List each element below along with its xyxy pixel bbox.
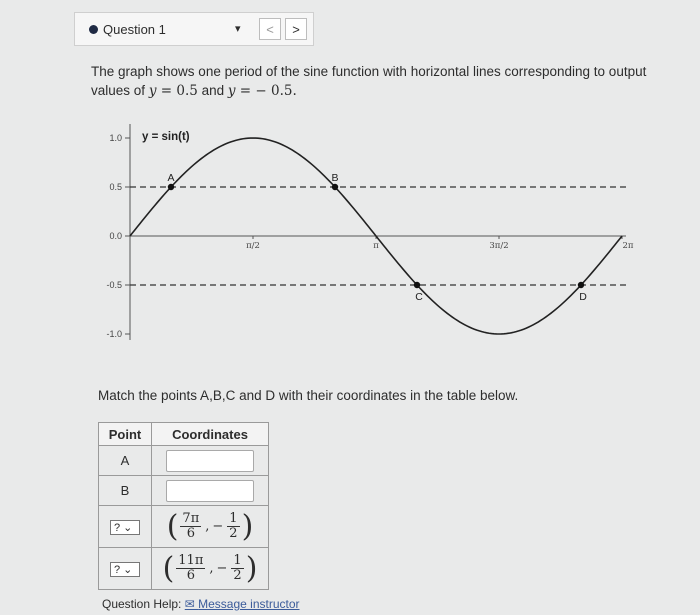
paren-close: ) [245,550,258,586]
point-marker [332,184,338,190]
x-tick-label: π [373,241,379,251]
fraction [176,554,205,583]
x-tick-label: 2π [622,241,634,251]
point-select[interactable]: ? ⌄ [110,562,140,577]
coordinate-value [152,550,268,586]
coordinate-answer-box[interactable] [166,450,254,472]
y-tick-label: -1.0 [106,329,122,339]
denominator: 2 [233,568,242,583]
point-label: D [579,291,587,303]
header-point: Point [99,423,152,446]
numerator: 1 [229,511,238,526]
prev-question-button[interactable]: < [259,18,281,40]
point-label: A [167,172,175,184]
comma: , [205,519,210,534]
minus-sign: − [216,561,228,576]
numerator: 1 [233,553,242,568]
table-row [99,506,269,548]
point-marker [578,282,584,288]
table-row [99,446,269,476]
x-tick-label: π/2 [246,241,260,251]
sine-graph [96,120,636,350]
numerator: 7π [182,511,200,526]
paren-close: ) [241,508,254,544]
chevron-down-icon[interactable]: ▾ [235,23,241,35]
numerator: 11π [178,553,204,568]
point-label: A [99,446,152,476]
math-var-y: y [227,83,236,99]
curve-label: y = sin(t) [142,131,190,143]
math-value: − 0.5. [255,83,297,99]
link-text: Message instructor [198,597,300,611]
coordinate-value [152,508,268,544]
coordinate-answer-box[interactable] [166,480,254,502]
fraction [180,512,201,541]
point-label: B [99,476,152,506]
paren-open: ( [166,508,179,544]
minus-sign: − [212,519,224,534]
point-marker [168,184,174,190]
table-row [99,476,269,506]
next-question-button[interactable]: > [285,18,307,40]
question-label[interactable]: Question 1 [103,22,166,37]
question-help [102,597,300,611]
y-tick-label: -0.5 [106,280,122,290]
comma: , [209,561,214,576]
math-value: 0.5 [176,83,198,99]
denominator: 6 [186,568,195,583]
fraction [227,512,239,541]
math-var-y: y [148,83,157,99]
table-row [99,548,269,590]
prompt-line-1: The graph shows one period of the sine function with horizontal lines corresponding to output [91,64,647,79]
prompt-and: and [197,83,228,98]
y-tick-label: 1.0 [109,133,122,143]
points-table [98,422,269,590]
prompt-line-2 [91,81,681,101]
denominator: 2 [229,526,238,541]
select-value: ? [114,521,121,534]
point-label: B [331,172,339,184]
prompt-text: values of [91,83,146,98]
help-label: Question Help: [102,597,182,611]
x-tick-label: 3π/2 [489,241,509,251]
header-coordinates: Coordinates [152,423,269,446]
point-label: C [415,291,423,303]
math-eq: = [156,83,177,99]
math-eq: = [235,83,256,99]
denominator: 6 [186,526,195,541]
point-marker [414,282,420,288]
select-value: ? [114,563,121,576]
fraction [231,554,243,583]
y-tick-label: 0.0 [109,231,122,241]
question-status-dot [89,25,98,34]
paren-open: ( [162,550,175,586]
question-selector [74,12,314,46]
match-instructions: Match the points A,B,C and D with their coordinates in the table below. [98,388,519,403]
point-select[interactable]: ? ⌄ [110,520,140,535]
y-tick-label: 0.5 [109,182,122,192]
question-prompt [91,62,681,101]
message-instructor-link[interactable]: ✉ Message instructor [184,597,300,611]
